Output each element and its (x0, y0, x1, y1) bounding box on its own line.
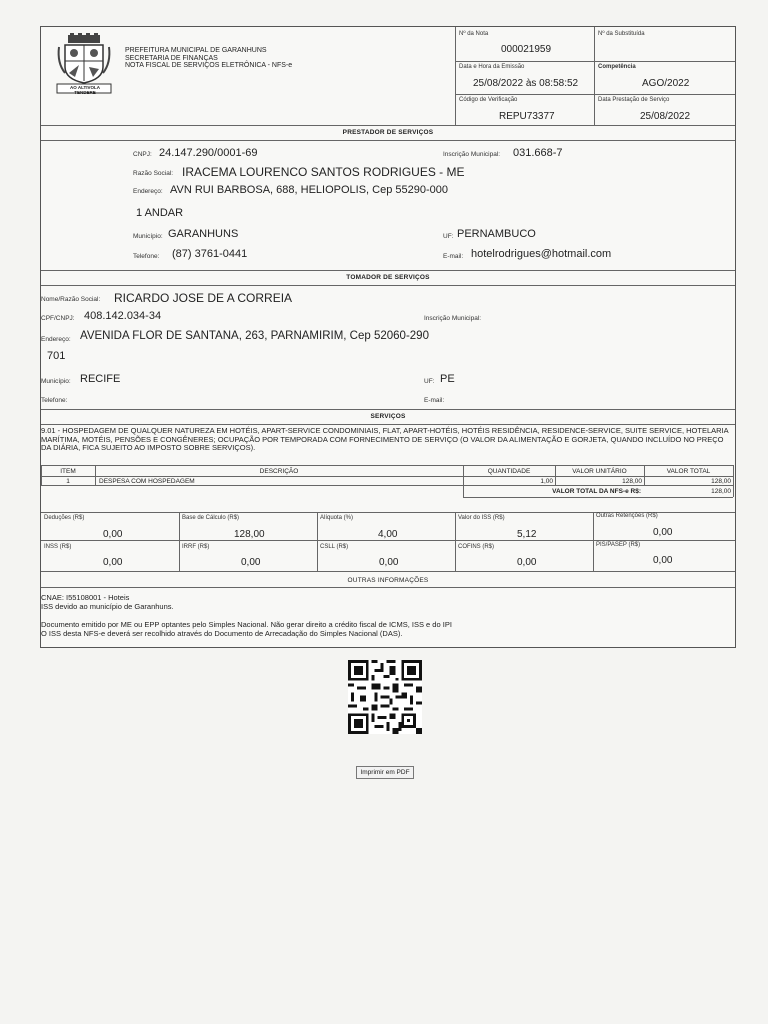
prestador-razao-label: Razão Social: (133, 170, 174, 177)
emissao-label: Data e Hora da Emissão (459, 64, 525, 70)
tomador-endereco-label: Endereço: (41, 336, 71, 343)
iss-value: 5,12 (517, 529, 537, 540)
col-header-valor-total: VALOR TOTAL (666, 468, 711, 475)
row-valor-unitario: 128,00 (622, 478, 642, 485)
nota-label: Nº da Nota (459, 31, 489, 37)
verificacao-value: REPU73377 (499, 111, 555, 122)
print-pdf-button[interactable]: Imprimir em PDF (356, 766, 414, 779)
prestador-im-value: 031.668-7 (513, 147, 563, 159)
qr-code-icon (348, 660, 422, 734)
csll-value: 0,00 (379, 557, 399, 568)
issuer-line-2: SECRETARIA DE FINANÇAS (125, 54, 218, 62)
prestador-complemento: 1 ANDAR (136, 207, 184, 219)
nota-number: 000021959 (501, 44, 552, 55)
prestador-im-label: Inscrição Municipal: (443, 151, 501, 158)
outras-line-2: ISS devido ao município de Garanhuns. (41, 602, 174, 611)
deducoes-label: Deduções (R$) (44, 515, 85, 521)
base-value: 128,00 (234, 529, 265, 540)
prestador-municipio-label: Município: (133, 233, 163, 240)
aliquota-label: Alíquota (%) (320, 515, 354, 521)
prestador-cnpj-value: 24.147.290/0001-69 (159, 147, 258, 159)
prestador-email-value: hotelrodrigues@hotmail.com (471, 248, 612, 260)
prestador-section-title: PRESTADOR DE SERVIÇOS (342, 129, 434, 136)
servicos-section-title: SERVIÇOS (370, 413, 406, 420)
tomador-email-label: E-mail: (424, 397, 445, 404)
issuer-line-1: PREFEITURA MUNICIPAL DE GARANHUNS (125, 47, 267, 54)
col-header-quantidade: QUANTIDADE (487, 468, 531, 475)
irrf-label: IRRF (R$) (182, 544, 210, 550)
total-label: VALOR TOTAL DA NFS-e R$: (552, 488, 641, 495)
prestador-telefone-value: (87) 3761-0441 (172, 248, 248, 260)
outras-retencoes-label: Outras Retenções (R$) (596, 513, 658, 519)
tomador-cpf-value: 408.142.034-34 (84, 310, 162, 322)
inss-label: INSS (R$) (44, 544, 72, 550)
outras-line-3: Documento emitido por ME ou EPP optantes pelo Simples Nacional. Não gerar direito a crédito fiscal de ICMS, ISS e do IPI (41, 620, 452, 629)
issuer-heading (125, 47, 292, 70)
outras-section-title: OUTRAS INFORMAÇÕES (347, 577, 429, 584)
tomador-im-label: Inscrição Municipal: (424, 315, 482, 322)
servico-description: 9.01 - HOSPEDAGEM DE QUALQUER NATUREZA EM HOTÉIS, APART-SERVICE CONDOMINIAIS, FLAT, APART-HOTÉIS, HOTÉIS RESIDÊNCIA, RESIDENCE-SERVICE, SUITE SERVICE, HOTELARIA MARÍTIMA, MOTÉIS, PENSÕES E CONGÊNERES; OCUPAÇÃO POR TEMPORADA COM FORNECIMENTO DE SERVIÇO (O VALOR DA ALIMENTAÇÃO E GORJETA, QUANDO INCLUÍDO NO PREÇO DA DIÁRIA, FICA SUJEITO AO IMPOSTO SOBRE SERVIÇOS). (41, 426, 729, 452)
col-header-item: ITEM (60, 468, 76, 475)
tomador-section-title: TOMADOR DE SERVIÇOS (346, 274, 430, 281)
tomador-uf-value: PE (440, 373, 455, 385)
deducoes-value: 0,00 (103, 529, 123, 540)
irrf-value: 0,00 (241, 557, 261, 568)
cofins-value: 0,00 (517, 557, 537, 568)
prestador-cnpj-label: CNPJ: (133, 151, 152, 158)
cofins-label: COFINS (R$) (458, 544, 494, 550)
tomador-complemento: 701 (47, 350, 66, 362)
substituida-label: Nº da Substituída (598, 31, 645, 37)
outras-line-1: CNAE: I55108001 - Hoteis (41, 593, 130, 602)
total-value: 128,00 (711, 488, 731, 495)
competencia-label: Competência (598, 64, 636, 70)
tomador-nome-value: RICARDO JOSE DE A CORREIA (114, 291, 293, 305)
verificacao-label: Código de Verificação (459, 97, 518, 103)
nfse-document (40, 26, 736, 648)
issuer-line-3: NOTA FISCAL DE SERVIÇOS ELETRÔNICA - NFS-e (125, 62, 293, 69)
emissao-value: 25/08/2022 às 08:58:52 (473, 78, 579, 89)
row-valor-total: 128,00 (711, 478, 731, 485)
prestador-telefone-label: Telefone: (133, 253, 160, 260)
outras-retencoes-value: 0,00 (653, 527, 673, 538)
prestador-municipio-value: GARANHUNS (168, 228, 239, 240)
prestacao-value: 25/08/2022 (640, 111, 691, 122)
row-quantidade: 1,00 (540, 478, 553, 485)
prestacao-label: Data Prestação de Serviço (598, 97, 670, 103)
tomador-cpf-label: CPF/CNPJ: (41, 315, 75, 322)
prestador-uf-value: PERNAMBUCO (457, 228, 536, 240)
pis-label: PIS/PASEP (R$) (596, 542, 641, 548)
aliquota-value: 4,00 (378, 529, 398, 540)
prestador-razao-value: IRACEMA LOURENCO SANTOS RODRIGUES - ME (182, 165, 465, 179)
tomador-municipio-label: Município: (41, 378, 71, 385)
outras-line-4: O ISS desta NFS-e deverá ser recolhido através do Documento de Arrecadação do Simples Nacional (DAS). (41, 629, 403, 638)
prestador-uf-label: UF: (443, 233, 454, 240)
pis-value: 0,00 (653, 555, 673, 566)
row-item: 1 (66, 478, 70, 485)
tomador-nome-label: Nome/Razão Social: (41, 296, 101, 303)
csll-label: CSLL (R$) (320, 544, 349, 550)
tomador-endereco-value: AVENIDA FLOR DE SANTANA, 263, PARNAMIRIM, Cep 52060-290 (80, 330, 429, 342)
tomador-telefone-label: Telefone: (41, 397, 68, 404)
inss-value: 0,00 (103, 557, 123, 568)
coat-motto: AO ALTIVOLA TENDERE (70, 85, 100, 95)
row-descricao: DESPESA COM HOSPEDAGEM (99, 478, 195, 485)
iss-label: Valor do ISS (R$) (458, 515, 505, 521)
competencia-value: AGO/2022 (642, 78, 690, 89)
col-header-descricao: DESCRIÇÃO (259, 468, 299, 475)
col-header-valor-unitario: VALOR UNITÁRIO (572, 468, 627, 475)
prestador-email-label: E-mail: (443, 253, 464, 260)
tomador-municipio-value: RECIFE (80, 373, 121, 385)
prestador-endereco-label: Endereço: (133, 188, 163, 195)
base-label: Base de Cálculo (R$) (182, 515, 240, 521)
tomador-uf-label: UF: (424, 378, 435, 385)
prestador-endereco-value: AVN RUI BARBOSA, 688, HELIOPOLIS, Cep 55290-000 (170, 184, 448, 196)
